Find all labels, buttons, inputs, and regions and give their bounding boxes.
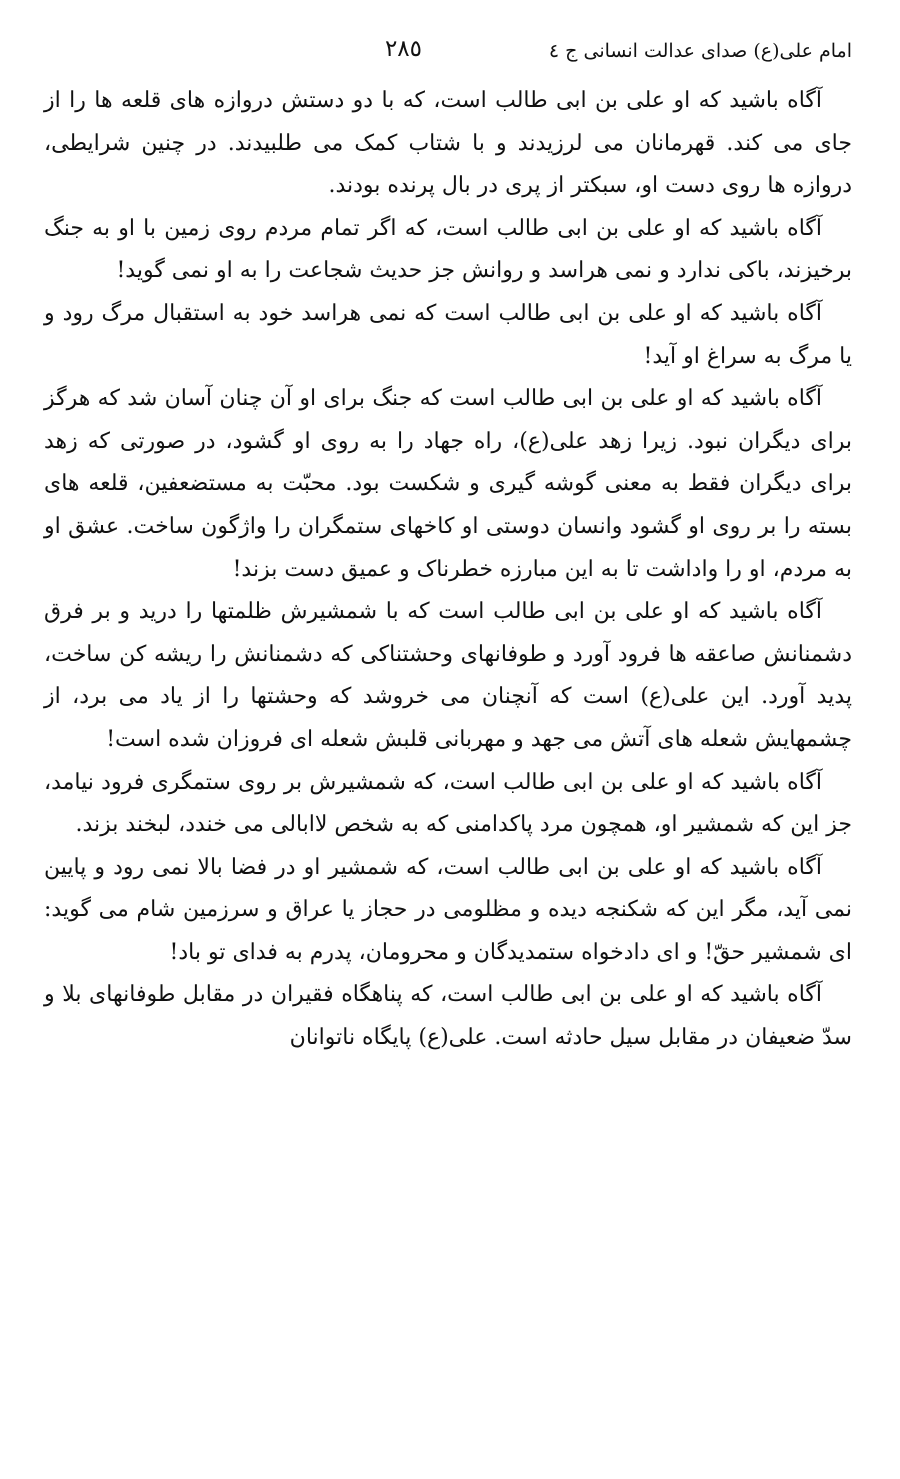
paragraph: آگاه باشید که او علی بن ابی طالب است که با شمشیرش ظلمتها را درید و بر فرق دشمنانش صاعقه ها فرود آورد و طوفانهای وحشتناکی که دشمنانش را ریشه کن ساخت، پدید آورد. این علی(ع) است که آنچنان می خروشد که وحشتها را از یاد می برد، از چشمهایش شعله های آتش می جهد و مهربانی قلبش شعله ای فروزان شده است! xyxy=(44,599,852,752)
paragraph: آگاه باشید که او علی بن ابی طالب است، که با دو دستش دروازه های قلعه ها را از جای می کند. قهرمانان می لرزیدند و با شتاب کمک می طلبیدند. در چنین شرایطی، دروازه ها روی دست او، سبکتر از پری در بال پرنده بودند. xyxy=(44,88,852,199)
paragraph: آگاه باشید که او علی بن ابی طالب است، که شمشیرش بر روی ستمگری فرود نیامد، جز این که شمشیر او، همچون مرد پاکدامنی که به شخص لاابالی می خندد، لبخند بزند. xyxy=(44,769,852,838)
page-body xyxy=(44,80,852,1060)
running-title: امام علی(ع) صدای عدالت انسانی ج ٤ xyxy=(548,40,852,62)
paragraph: آگاه باشید که او علی بن ابی طالب است، که پناهگاه فقیران در مقابل طوفانهای بلا و سدّ ضعیفان در مقابل سیل حادثه است. علی(ع) پایگاه ناتوانان xyxy=(44,982,852,1051)
paragraph: آگاه باشید که او علی بن ابی طالب است، که اگر تمام مردم روی زمین با او به جنگ برخیزند، باکی ندارد و نمی هراسد و روانش جز حدیث شجاعت را به او نمی گوید! xyxy=(44,215,852,284)
paragraph: آگاه باشید که او علی بن ابی طالب است، که شمشیر او در فضا بالا نمی رود و پایین نمی آید، مگر این که شکنجه دیده و مظلومی در حجاز یا عراق و سرزمین شام می گوید: ای شمشیر حقّ! و ای دادخواه ستمدیدگان و محرومان، پدرم به فدای تو باد! xyxy=(44,854,852,965)
paragraph: آگاه باشید که او علی بن ابی طالب است که نمی هراسد خود به استقبال مرگ رود و یا مرگ به سراغ او آید! xyxy=(44,300,852,369)
paragraph: آگاه باشید که او علی بن ابی طالب است که جنگ برای او آن چنان آسان شد که هرگز برای دیگران نبود. زیرا زهد علی(ع)، راه جهاد را به روی او گشود، در صورتی که زهد برای دیگران فقط به معنی گوشه گیری و شکست بود. محبّت به مستضعفین، قلعه های بسته را بر روی او گشود وانسان دوستی او کاخهای ستمگران را واژگون ساخت. عشق او به مردم، او را واداشت تا به این مبارزه خطرناک و عمیق دست بزند! xyxy=(44,386,852,582)
page-number: ٢٨٥ xyxy=(384,36,422,62)
page-header xyxy=(44,34,852,68)
